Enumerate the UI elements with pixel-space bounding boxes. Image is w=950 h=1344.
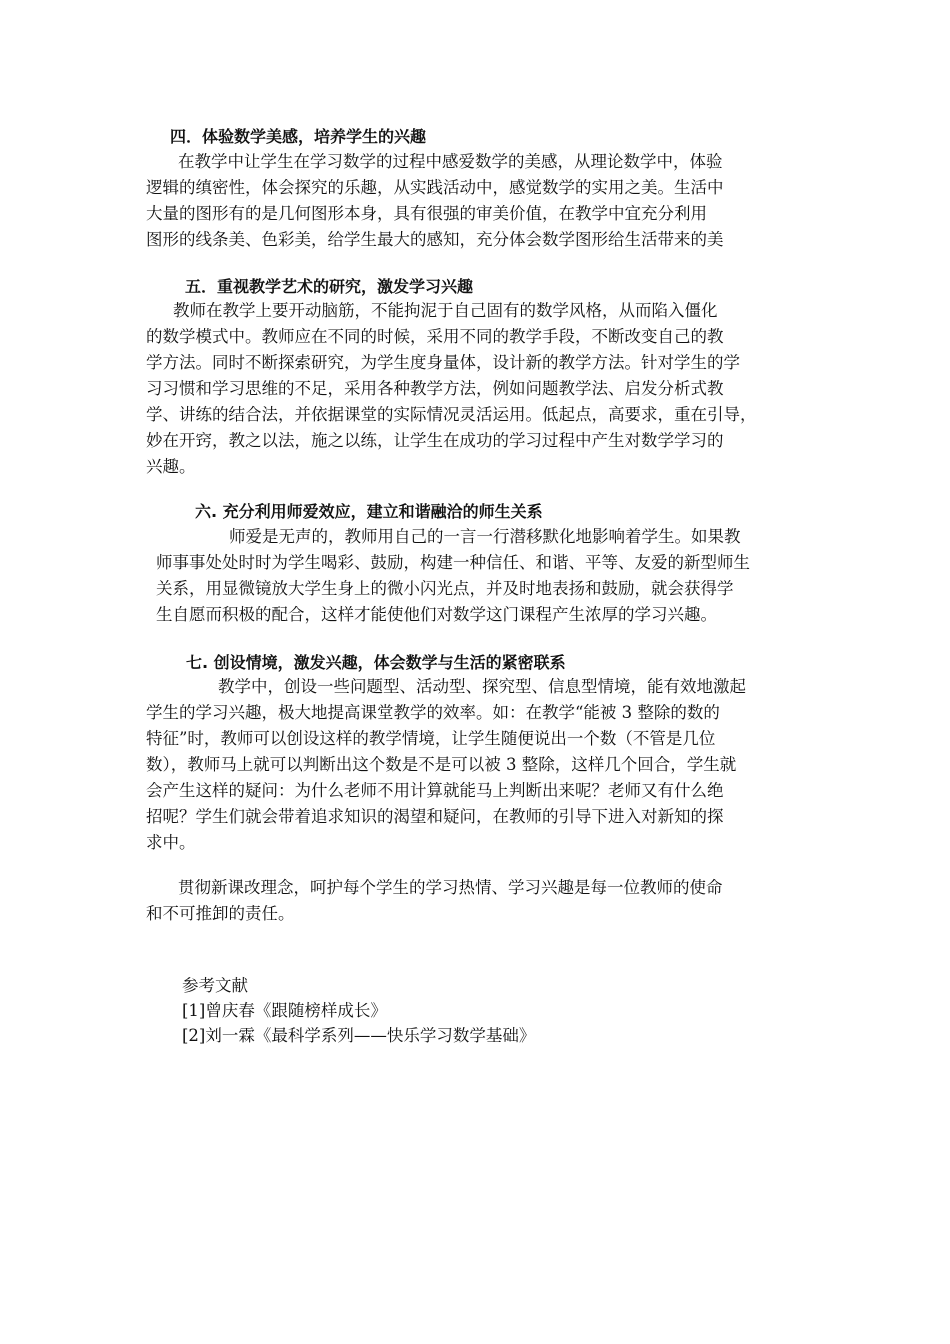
section-7-line: 教学中，创设一些问题型、活动型、探究型、信息型情境，能有效地激起 bbox=[218, 677, 746, 696]
section-4-line: 大量的图形有的是几何图形本身，具有很强的审美价值，在教学中宜充分利用 bbox=[146, 204, 707, 223]
section-5-heading: 五．重视教学艺术的研究，激发学习兴趣 bbox=[185, 277, 474, 296]
section-5-line: 兴趣。 bbox=[146, 457, 196, 476]
conclusion-line: 贯彻新课改理念，呵护每个学生的学习热情、学习兴趣是每一位教师的使命 bbox=[178, 878, 723, 897]
section-5-line: 妙在开窍，教之以法，施之以练，让学生在成功的学习过程中产生对数学学习的 bbox=[146, 431, 724, 450]
section-6-line: 关系，用显微镜放大学生身上的微小闪光点，并及时地表扬和鼓励，就会获得学 bbox=[156, 579, 734, 598]
section-7-line: 数），教师马上就可以判断出这个数是不是可以被 3 整除，这样几个回合，学生就 bbox=[146, 755, 737, 774]
reference-item: [1]曾庆春《跟随榜样成长》 bbox=[182, 1001, 387, 1020]
section-5-line: 的数学模式中。教师应在不同的时候，采用不同的教学手段，不断改变自己的教 bbox=[146, 327, 724, 346]
section-6-line: 师爱是无声的，教师用自己的一言一行潜移默化地影响着学生。如果教 bbox=[229, 527, 741, 546]
section-5-line: 学方法。同时不断探索研究，为学生度身量体，设计新的教学方法。针对学生的学 bbox=[146, 353, 740, 372]
section-7-line: 学生的学习兴趣，极大地提高课堂教学的效率。如：在教学“能被 3 整除的数的 bbox=[146, 703, 720, 722]
section-5-line: 学、讲练的结合法，并依据课堂的实际情况灵活运用。低起点，高要求，重在引导， bbox=[146, 405, 757, 424]
section-5-line: 习习惯和学习思维的不足，采用各种教学方法，例如问题教学法、启发分析式教 bbox=[146, 379, 724, 398]
section-6-line: 生自愿而积极的配合，这样才能使他们对数学这门课程产生浓厚的学习兴趣。 bbox=[156, 605, 717, 624]
section-4-line: 逻辑的缜密性，体会探究的乐趣，从实践活动中，感觉数学的实用之美。生活中 bbox=[146, 178, 724, 197]
reference-item: [2]刘一霖《最科学系列——快乐学习数学基础》 bbox=[182, 1026, 536, 1045]
section-7-line: 会产生这样的疑问：为什么老师不用计算就能马上判断出来呢？老师又有什么绝 bbox=[146, 781, 724, 800]
section-4-heading: 四．体验数学美感，培养学生的兴趣 bbox=[170, 127, 427, 146]
conclusion-line: 和不可推卸的责任。 bbox=[146, 904, 295, 923]
references-title: 参考文献 bbox=[182, 976, 248, 995]
section-5-line: 教师在教学上要开动脑筋，不能拘泥于自己固有的数学风格，从而陷入僵化 bbox=[173, 301, 718, 320]
section-4-line: 图形的线条美、色彩美，给学生最大的感知，充分体会数学图形给生活带来的美 bbox=[146, 230, 724, 249]
section-6-heading: 六. 充分利用师爱效应，建立和谐融洽的师生关系 bbox=[195, 502, 543, 521]
section-7-line: 招呢？学生们就会带着追求知识的渴望和疑问，在教师的引导下进入对新知的探 bbox=[146, 807, 724, 826]
section-4-line: 在教学中让学生在学习数学的过程中感爱数学的美感，从理论数学中，体验 bbox=[178, 152, 723, 171]
section-7-line: 特征”时，教师可以创设这样的教学情境，让学生随便说出一个数（不管是几位 bbox=[146, 729, 716, 748]
section-7-heading: 七. 创设情境，激发兴趣，体会数学与生活的紧密联系 bbox=[186, 653, 566, 672]
section-6-line: 师事事处处时时为学生喝彩、鼓励，构建一种信任、和谐、平等、友爱的新型师生 bbox=[156, 553, 750, 572]
section-7-line: 求中。 bbox=[146, 833, 196, 852]
